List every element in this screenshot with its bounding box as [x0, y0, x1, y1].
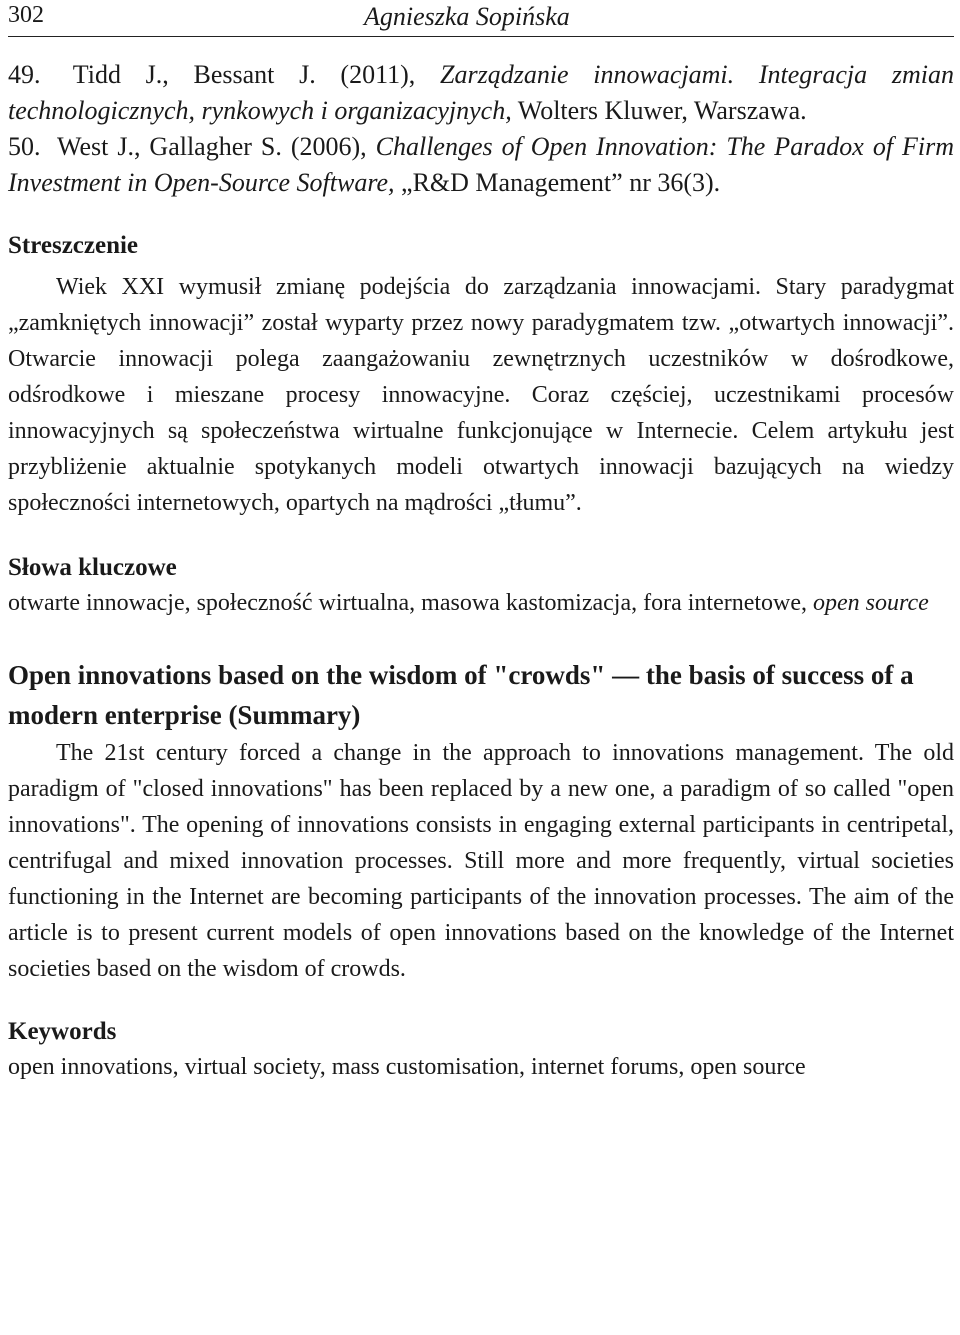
- streszczenie-text: Wiek XXI wymusił zmianę podejścia do zarządzania innowacjami. Stary paradygmat „zamkniętych innowacji” został wyparty przez nowy paradygmatem tzw. „otwartych innowacji”. Otwarcie innowacji polega zaangażowaniu zewnętrznych uczestników w dośrodkowe, odśrodkowe i mieszane procesy innowacyjne. Coraz częściej, uczestnikami procesów innowacyjnych są społeczeństwa wirtualne funkcjonujące w Internecie. Celem artykułu jest przybliżenie aktualnie spotykanych modeli otwartych innowacji bazujących na wiedzy społeczności internetowych, opartych na mądrości „tłumu”.: [8, 274, 954, 516]
- summary-text: The 21st century forced a change in the approach to innovations management. The old paradigm of "closed innovations" has been replaced by a new one, a paradigm of so called "open innovations". The opening of innovations consists in engaging external participants in centripetal, centrifugal and mixed innovation processes. Still more and more frequently, virtual societies functioning in the Internet are becoming participants of the innovation processes. The aim of the article is to present current models of open innovations based on the knowledge of the Internet societies based on the wisdom of crowds.: [8, 740, 954, 982]
- reference-authors: West J., Gallagher S. (2006),: [57, 132, 367, 161]
- page-number: 302: [8, 2, 44, 28]
- page-header: [8, 0, 954, 37]
- slowa-kluczowe-list: otwarte innowacje, społeczność wirtualna, masowa kastomizacja, fora internetowe,: [8, 590, 808, 616]
- streszczenie-section: [8, 229, 954, 521]
- reference-item: [8, 57, 954, 129]
- summary-title: Open innovations based on the wisdom of "crowds" — the basis of success of a modern enterprise (Summary): [8, 660, 914, 730]
- running-head-author: Agnieszka Sopińska: [364, 2, 570, 31]
- document-page: [8, 0, 954, 1085]
- slowa-kluczowe-heading: Słowa kluczowe: [8, 554, 177, 581]
- slowa-kluczowe-italic: open source: [813, 590, 929, 616]
- slowa-kluczowe-text: [8, 585, 954, 621]
- reference-list: [8, 57, 954, 201]
- keywords-heading: Keywords: [8, 1018, 117, 1045]
- reference-item: [8, 129, 954, 201]
- reference-number: 50.: [8, 132, 41, 161]
- keywords-section: [8, 1015, 954, 1085]
- slowa-kluczowe-section: [8, 551, 954, 621]
- keywords-text: open innovations, virtual society, mass customisation, internet forums, open source: [8, 1054, 806, 1080]
- reference-title: Zarządzanie innowacjami. Integracja zmian technologicznych, rynkowych i organizacyjnych,: [8, 60, 954, 125]
- reference-publisher: „R&D Management” nr 36(3).: [401, 168, 721, 197]
- reference-number: 49.: [8, 60, 41, 89]
- reference-publisher: Wolters Kluwer, Warszawa.: [517, 96, 807, 125]
- reference-authors: Tidd J., Bessant J. (2011),: [72, 60, 416, 89]
- reference-title: Challenges of Open Innovation: The Paradox of Firm Investment in Open-Source Software,: [8, 132, 955, 197]
- streszczenie-heading: Streszczenie: [8, 232, 139, 259]
